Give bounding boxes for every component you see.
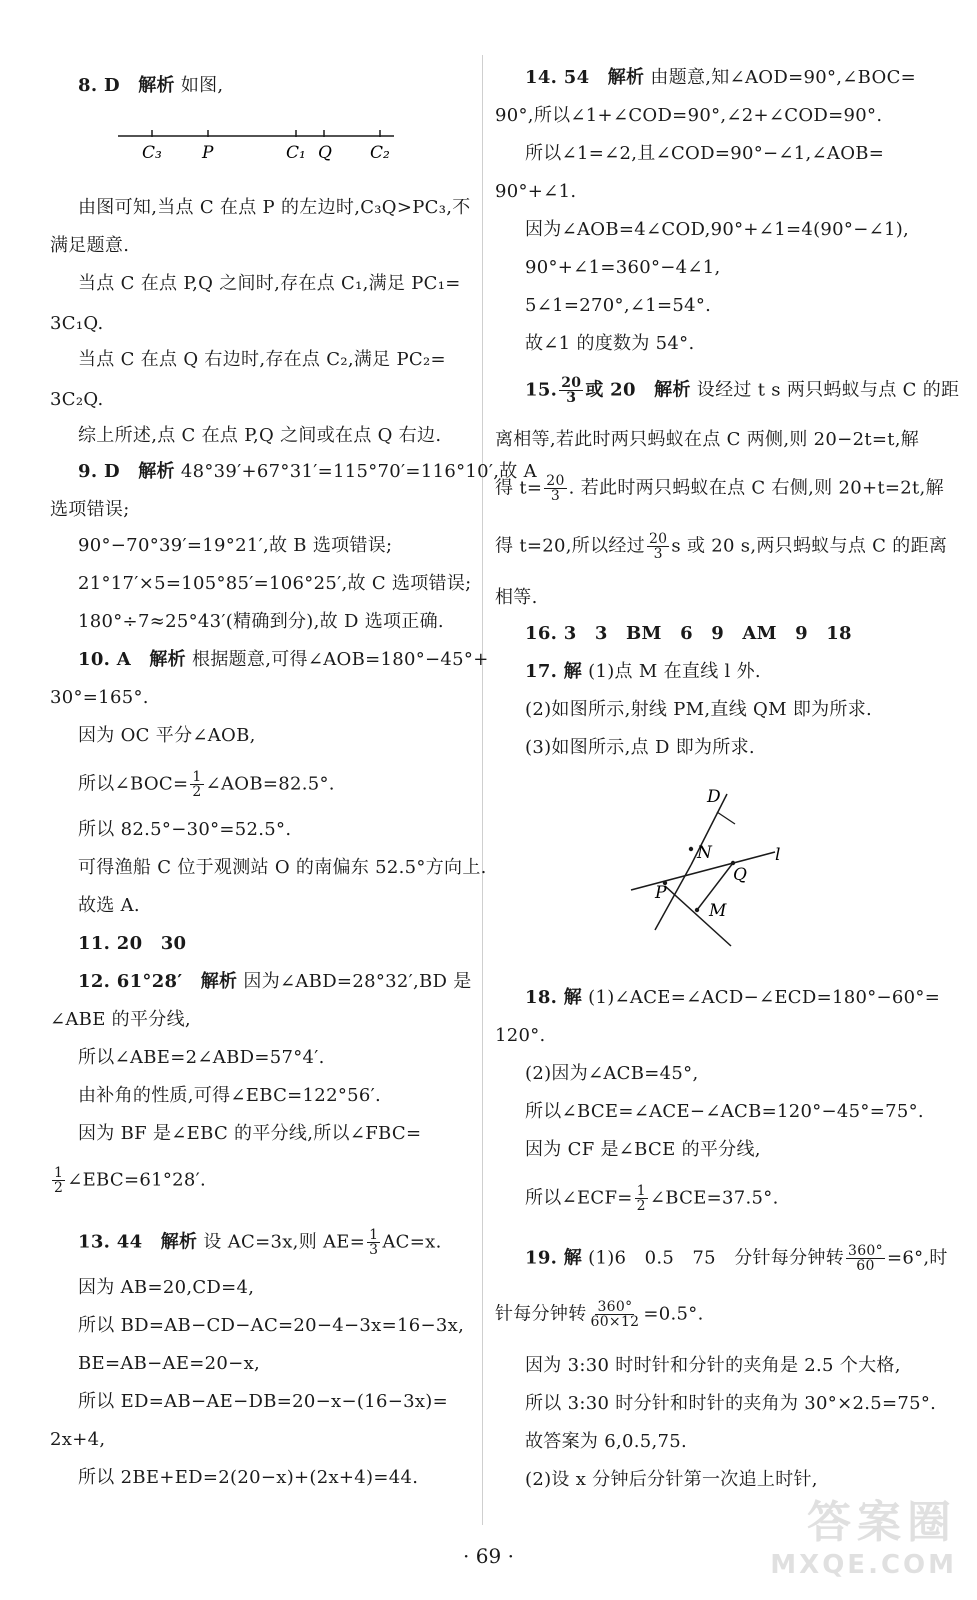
geometry-figure xyxy=(625,780,795,952)
label-l: l xyxy=(775,845,781,865)
item-8-line2: 满足题意. xyxy=(50,235,130,256)
label-d: D xyxy=(707,787,721,807)
item-13: 13. 44 解析 设 AC=3x,则 AE= $\frac{1}{3}$ AC=x. xyxy=(78,1227,442,1258)
item-15-line3: 得 t= $\frac{20}{3}$ . 若此时两只蚂蚁在点 C 右侧,则 20+t=2t,解 xyxy=(495,473,944,504)
item-9: 9. D 解析 48°39′+67°31′=115°70′=116°10′,故 A xyxy=(78,461,537,482)
item-14-line3: 所以∠1=∠2,且∠COD=90°−∠1,∠AOB= xyxy=(525,143,885,164)
item-10: 10. A 解析 根据题意,可得∠AOB=180°−45°+ xyxy=(78,649,489,670)
item-10-line7: 故选 A. xyxy=(78,895,140,916)
item-14-line7: 5∠1=270°,∠1=54°. xyxy=(525,295,712,316)
item-16: 16. 3 3 BM 6 9 AM 9 18 xyxy=(525,623,852,644)
label-c1: C₁ xyxy=(286,143,306,163)
item-9-line5: 180°÷7≈25°43′(精确到分),故 D 选项正确. xyxy=(78,611,444,632)
item-19-line6: (2)设 x 分钟后分针第一次追上时针, xyxy=(525,1469,818,1490)
fraction: $\frac{20}{3}$ xyxy=(648,531,668,562)
item-9-line2: 选项错误; xyxy=(50,499,130,520)
item-10-line6: 可得渔船 C 位于观测站 O 的南偏东 52.5°方向上. xyxy=(78,857,487,878)
label-p: P xyxy=(202,143,214,163)
item-14-line4: 90°+∠1. xyxy=(495,181,577,202)
item-18: 18. 解 (1)∠ACE=∠ACD−∠ECD=180°−60°= xyxy=(525,987,941,1008)
fraction: $\frac{1}{2}$ xyxy=(54,1165,64,1196)
item-14-line8: 故∠1 的度数为 54°. xyxy=(525,333,695,354)
item-8-line4: 3C₁Q. xyxy=(50,313,104,334)
item-12-line4: 由补角的性质,可得∠EBC=122°56′. xyxy=(78,1085,382,1106)
item-14-line6: 90°+∠1=360°−4∠1, xyxy=(525,257,721,278)
item-13-line3: 所以 BD=AB−CD−AC=20−4−3x=16−3x, xyxy=(78,1315,465,1336)
item-8-line6: 3C₂Q. xyxy=(50,389,104,410)
item-14-line5: 因为∠AOB=4∠COD,90°+∠1=4(90°−∠1), xyxy=(525,219,910,240)
item-17-line2: (2)如图所示,射线 PM,直线 QM 即为所求. xyxy=(525,699,873,720)
label-c3: C₃ xyxy=(142,143,162,163)
item-9-line4: 21°17′×5=105°85′=106°25′,故 C 选项错误; xyxy=(78,573,472,594)
item-9-line3: 90°−70°39′=19°21′,故 B 选项错误; xyxy=(78,535,393,556)
item-8-line5: 当点 C 在点 Q 右边时,存在点 C₂,满足 PC₂= xyxy=(78,349,446,370)
item-12-line3: 所以∠ABE=2∠ABD=57°4′. xyxy=(78,1047,325,1068)
item-10-line3: 因为 OC 平分∠AOB, xyxy=(78,725,256,746)
item-19: 19. 解 (1)6 0.5 75 分针每分钟转 $\frac{360^\circ}{60}$ =6°,时 xyxy=(525,1243,948,1274)
item-13-line2: 因为 AB=20,CD=4, xyxy=(78,1277,255,1298)
label-q: Q xyxy=(733,865,747,885)
watermark-logo-text: 答案圈 xyxy=(807,1497,957,1548)
watermark-url: MXQE.COM xyxy=(770,1550,957,1580)
item-13-line5: 所以 ED=AB−AE−DB=20−x−(16−3x)= xyxy=(78,1391,448,1412)
site-watermark xyxy=(770,1486,957,1580)
fraction: $\frac{360^\circ}{60\times 12}$ xyxy=(590,1299,640,1330)
fraction: $\frac{1}{2}$ xyxy=(636,1183,646,1214)
item-18-line5: 因为 CF 是∠BCE 的平分线, xyxy=(525,1139,761,1160)
page-number: · 69 · xyxy=(463,1544,514,1568)
column-divider xyxy=(482,55,483,1525)
item-14-line2: 90°,所以∠1+∠COD=90°,∠2+∠COD=90°. xyxy=(495,105,883,126)
item-17-line3: (3)如图所示,点 D 即为所求. xyxy=(525,737,755,758)
item-12-line5: 因为 BF 是∠EBC 的平分线,所以∠FBC= xyxy=(78,1123,422,1144)
item-12: 12. 61°28′ 解析 因为∠ABD=28°32′,BD 是 xyxy=(78,971,472,992)
item-8: 8. D 解析 如图, xyxy=(78,75,224,96)
item-19-line5: 故答案为 6,0.5,75. xyxy=(525,1431,688,1452)
item-13-line7: 所以 2BE+ED=2(20−x)+(2x+4)=44. xyxy=(78,1467,419,1488)
item-12-line2: ∠ABE 的平分线, xyxy=(50,1009,191,1030)
item-8-line3: 当点 C 在点 P,Q 之间时,存在点 C₁,满足 PC₁= xyxy=(78,273,461,294)
fraction: $\frac{20}{3}$ xyxy=(561,375,582,406)
item-18-line3: (2)因为∠ACB=45°, xyxy=(525,1063,699,1084)
item-19-line4: 所以 3:30 时分针和时针的夹角为 30°×2.5=75°. xyxy=(525,1393,937,1414)
item-19-line3: 因为 3:30 时时针和分针的夹角是 2.5 个大格, xyxy=(525,1355,901,1376)
item-11: 11. 20 30 xyxy=(78,933,187,954)
item-10-line5: 所以 82.5°−30°=52.5°. xyxy=(78,819,292,840)
fraction: $\frac{360^\circ}{60}$ xyxy=(848,1243,883,1274)
fraction: $\frac{1}{2}$ xyxy=(192,769,202,800)
item-15: 15. $\frac{20}{3}$ 或 20 解析 设经过 t s 两只蚂蚁与点 C 的距 xyxy=(525,375,960,406)
item-19-line2: 针每分钟转 $\frac{360^\circ}{60\times 12}$ =0.5°. xyxy=(495,1299,704,1330)
item-8-line1: 由图可知,当点 C 在点 P 的左边时,C₃Q>PC₃,不 xyxy=(78,197,471,218)
item-15-line2: 离相等,若此时两只蚂蚁在点 C 两侧,则 20−2t=t,解 xyxy=(495,429,920,450)
label-q: Q xyxy=(318,143,332,163)
number-line-figure xyxy=(118,128,398,164)
item-13-line6: 2x+4, xyxy=(50,1429,106,1450)
item-14: 14. 54 解析 由题意,知∠AOD=90°,∠BOC= xyxy=(525,67,917,88)
item-10-line2: 30°=165°. xyxy=(50,687,149,708)
item-18-line4: 所以∠BCE=∠ACE−∠ACB=120°−45°=75°. xyxy=(525,1101,924,1122)
item-12-line6: $\frac{1}{2}$ ∠EBC=61°28′. xyxy=(54,1165,207,1196)
item-10-line4: 所以∠BOC= $\frac{1}{2}$ ∠AOB=82.5°. xyxy=(78,769,335,800)
item-8-line7: 综上所述,点 C 在点 P,Q 之间或在点 Q 右边. xyxy=(78,425,442,446)
item-17: 17. 解 (1)点 M 在直线 l 外. xyxy=(525,661,761,682)
label-n: N xyxy=(697,843,712,863)
fraction: $\frac{1}{3}$ xyxy=(369,1227,379,1258)
item-15-line5: 相等. xyxy=(495,587,538,608)
item-13-line4: BE=AB−AE=20−x, xyxy=(78,1353,261,1374)
item-18-line6: 所以∠ECF= $\frac{1}{2}$ ∠BCE=37.5°. xyxy=(525,1183,779,1214)
item-18-line2: 120°. xyxy=(495,1025,546,1046)
label-m: M xyxy=(709,901,727,921)
label-c2: C₂ xyxy=(370,143,390,163)
fraction: $\frac{20}{3}$ xyxy=(546,473,565,504)
item-15-line4: 得 t=20,所以经过 $\frac{20}{3}$ s 或 20 s,两只蚂蚁与点 C 的距离 xyxy=(495,531,948,562)
label-p: P xyxy=(655,883,667,903)
